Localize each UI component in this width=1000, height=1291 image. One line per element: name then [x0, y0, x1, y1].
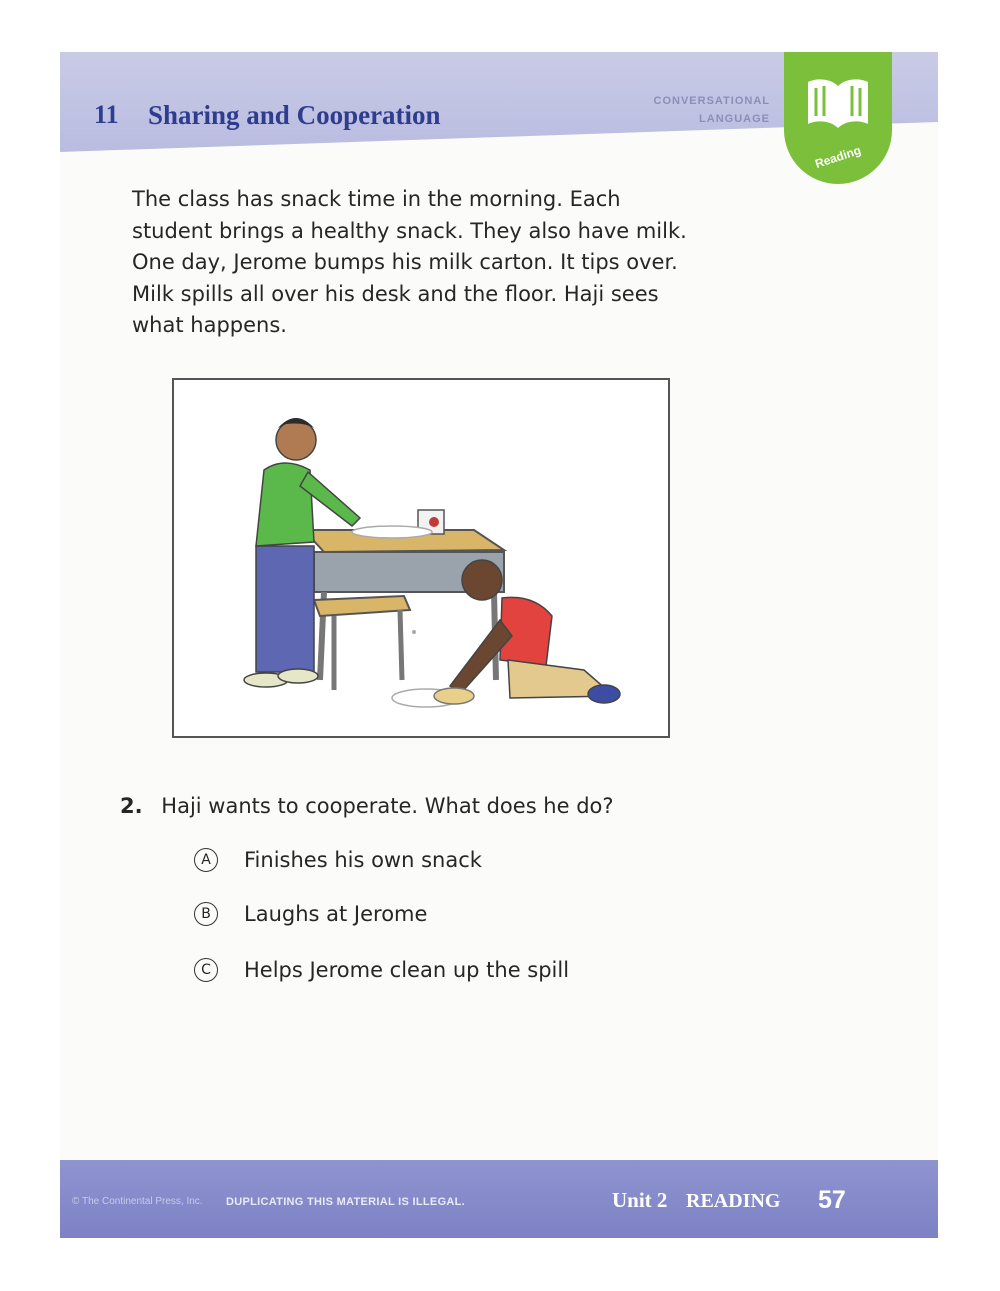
reading-passage — [132, 184, 712, 342]
passage-line: Milk spills all over his desk and the floor. Haji sees — [132, 281, 659, 306]
category-line-2: LANGUAGE — [699, 113, 770, 125]
passage-line: The class has snack time in the morning. Each — [132, 187, 621, 211]
question-number: 2. — [120, 794, 143, 818]
lesson-number: 11 — [94, 100, 119, 129]
passage-line: what happens. — [132, 313, 287, 337]
answer-text: Laughs at Jerome — [244, 902, 428, 926]
lesson-title: Sharing and Cooperation — [148, 100, 441, 130]
page-number: 57 — [818, 1186, 846, 1214]
duplication-warning: DUPLICATING THIS MATERIAL IS ILLEGAL. — [226, 1196, 466, 1208]
unit-label: Unit 2 — [612, 1188, 668, 1212]
answer-bubble-c[interactable]: C — [194, 958, 218, 982]
open-book-icon — [804, 74, 872, 130]
answer-bubble-b[interactable]: B — [194, 902, 218, 926]
section-label: READING — [686, 1190, 781, 1212]
answer-text: Finishes his own snack — [244, 848, 482, 872]
answer-text: Helps Jerome clean up the spill — [244, 958, 570, 982]
answer-option-a[interactable] — [194, 848, 482, 872]
question-text: Haji wants to cooperate. What does he do? — [161, 794, 614, 818]
answer-option-c[interactable] — [194, 958, 569, 982]
category-line-1: CONVERSATIONAL — [653, 95, 770, 107]
reading-tab — [784, 52, 892, 184]
passage-line: student brings a healthy snack. They also have milk. — [132, 218, 687, 243]
classroom-spill-illustration — [172, 378, 670, 738]
copyright-text: © The Continental Press, Inc. — [72, 1196, 203, 1207]
category-label — [580, 92, 770, 128]
question — [120, 794, 820, 818]
answer-bubble-a[interactable]: A — [194, 848, 218, 872]
footer-band — [60, 1160, 938, 1238]
worksheet-page — [60, 52, 938, 1238]
tab-label: Reading — [813, 143, 863, 171]
answer-option-b[interactable] — [194, 902, 427, 926]
passage-line: One day, Jerome bumps his milk carton. It tips over. — [132, 250, 678, 274]
